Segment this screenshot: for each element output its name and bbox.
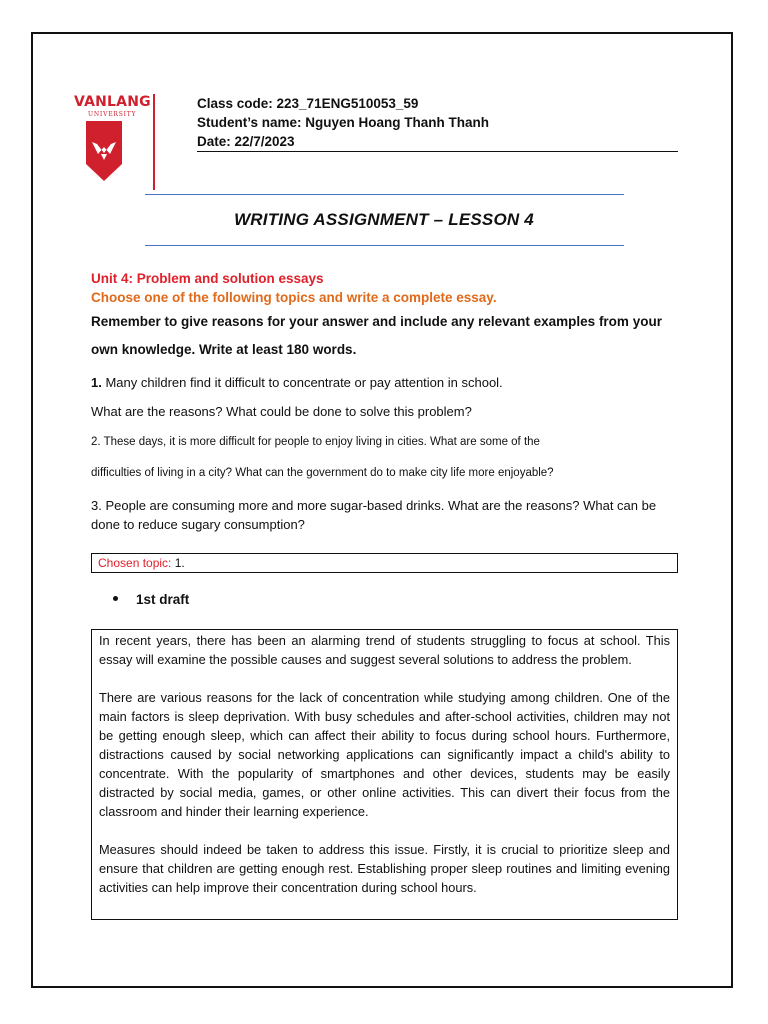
chosen-topic-box	[91, 553, 678, 573]
assignment-title: WRITING ASSIGNMENT – LESSON 4	[234, 210, 534, 229]
topic-2-line-1: 2. These days, it is more difficult for people to enjoy living in cities. What are some of the	[91, 436, 540, 448]
class-code: Class code: 223_71ENG510053_59	[197, 96, 419, 111]
draft-label: 1st draft	[136, 592, 190, 607]
choose-instruction: Choose one of the following topics and write a complete essay.	[91, 290, 497, 305]
topic-2-line-2: difficulties of living in a city? What can the government do to make city life more enjoyable?	[91, 467, 554, 479]
topic-1-line-1	[91, 373, 681, 392]
title-rule-top	[145, 194, 624, 195]
header-info	[197, 94, 489, 151]
remember-instruction: Remember to give reasons for your answer and include any relevant examples from your own knowledge. Write at least 180 words.	[91, 314, 662, 357]
topic-1-number: 1.	[91, 375, 102, 390]
essay-paragraph-3: Measures should indeed be taken to address this issue. Firstly, it is crucial to prioritize sleep and ensure that children are getting enough rest. Establishing proper sleep routines and limiting evening activities can help improve their concentration during school hours.	[99, 842, 670, 895]
chosen-topic-label: Chosen topic:	[98, 556, 172, 570]
essay-paragraph-2: There are various reasons for the lack of concentration while studying among children. One of the main factors is sleep deprivation. With busy schedules and after-school activities, children may not be getting enough sleep, which can affect their ability to focus during school hours. Furthermore, distractions caused by social networking applications can significantly impact a child's ability to concentrate. With the popularity of smartphones and other devices, students may be easily distracted by social media, games, or other online activities. This can divert their focus from the classroom and hinder their learning experience.	[99, 690, 670, 819]
unit-heading: Unit 4: Problem and solution essays	[91, 271, 324, 286]
bullet-icon	[113, 596, 118, 601]
university-logo	[70, 94, 160, 192]
topic-1-line-2: What are the reasons? What could be done to solve this problem?	[91, 404, 472, 419]
logo-name: VANLANG	[74, 94, 151, 110]
title-rule-bottom	[145, 245, 624, 246]
shield-icon	[85, 120, 123, 182]
essay-paragraph-1: In recent years, there has been an alarming trend of students struggling to focus at school. This essay will examine the possible causes and suggest several solutions to address the problem.	[99, 633, 670, 667]
logo-divider	[153, 94, 155, 190]
topic-3: 3. People are consuming more and more sugar-based drinks. What are the reasons? What can be done to reduce sugary consumption?	[91, 498, 657, 532]
essay-box	[91, 629, 678, 920]
chosen-topic-value: 1.	[174, 556, 185, 570]
topic-1-text: Many children find it difficult to concentrate or pay attention in school.	[105, 375, 503, 390]
logo-subtitle: UNIVERSITY	[88, 111, 137, 118]
student-name: Student’s name: Nguyen Hoang Thanh Thanh	[197, 115, 490, 130]
draft-heading	[113, 592, 189, 607]
date: Date: 22/7/2023	[197, 134, 295, 149]
header-rule	[197, 151, 678, 152]
